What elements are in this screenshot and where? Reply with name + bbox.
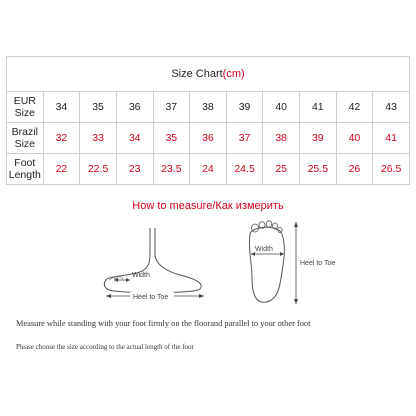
foot-length-cell: 26: [336, 154, 373, 185]
foot-top-diagram: [238, 220, 348, 310]
measure-diagrams: [0, 218, 416, 308]
brazil-size-cell: 34: [116, 123, 153, 154]
brazil-size-cell: 32: [43, 123, 80, 154]
arrowhead-icon: [280, 252, 284, 256]
foot-top-outline-icon: [249, 227, 284, 302]
top-width-label: Width: [255, 246, 273, 253]
arrowhead-icon: [126, 278, 130, 282]
eur-size-cell: 35: [80, 92, 117, 123]
foot-length-cell: 24: [190, 154, 227, 185]
arrowhead-icon: [294, 222, 298, 227]
side-length-label: Heel to Toe: [133, 294, 169, 301]
size-choice-note: Please choose the size according to the actual length of the foot: [16, 343, 194, 351]
foot-length-cell: 24.5: [226, 154, 263, 185]
eur-size-row: [7, 92, 410, 123]
side-width-label: Width: [132, 272, 150, 279]
eur-size-cell: 42: [336, 92, 373, 123]
brazil-size-row: [7, 123, 410, 154]
arrowhead-icon: [106, 294, 111, 298]
foot-side-diagram: [100, 224, 210, 304]
eur-size-cell: 39: [226, 92, 263, 123]
foot-side-outline-icon: [104, 228, 201, 293]
foot-length-label: Foot Length: [7, 154, 44, 185]
eur-size-cell: 40: [263, 92, 300, 123]
brazil-size-cell: 40: [336, 123, 373, 154]
size-chart-title-unit: (cm): [222, 68, 245, 80]
eur-size-cell: 38: [190, 92, 227, 123]
eur-size-cell: 43: [373, 92, 410, 123]
foot-length-cell: 26.5: [373, 154, 410, 185]
brazil-size-cell: 35: [153, 123, 190, 154]
foot-length-cell: 25: [263, 154, 300, 185]
size-chart-title-row: [7, 57, 410, 92]
foot-length-cell: 22: [43, 154, 80, 185]
foot-length-cell: 22.5: [80, 154, 117, 185]
foot-length-cell: 23: [116, 154, 153, 185]
toe-icon: [266, 221, 272, 227]
arrowhead-icon: [199, 294, 204, 298]
top-length-label: Heel to Toe: [300, 260, 336, 267]
brazil-size-cell: 37: [226, 123, 263, 154]
foot-length-cell: 25.5: [300, 154, 337, 185]
how-to-measure-title: How to measure/Как измерить: [132, 200, 284, 212]
eur-size-cell: 41: [300, 92, 337, 123]
size-chart-title-text: Size Chart: [171, 68, 223, 80]
eur-size-label: EUR Size: [7, 92, 44, 123]
brazil-size-cell: 33: [80, 123, 117, 154]
brazil-size-label: Brazil Size: [7, 123, 44, 154]
brazil-size-cell: 36: [190, 123, 227, 154]
eur-size-cell: 36: [116, 92, 153, 123]
brazil-size-cell: 39: [300, 123, 337, 154]
arrowhead-icon: [294, 299, 298, 304]
eur-size-cell: 37: [153, 92, 190, 123]
foot-length-cell: 23.5: [153, 154, 190, 185]
brazil-size-cell: 41: [373, 123, 410, 154]
size-chart-table: [6, 56, 410, 185]
measure-instruction-note: Measure while standing with your foot firmly on the floorand parallel to your other foot: [16, 319, 311, 328]
eur-size-cell: 34: [43, 92, 80, 123]
brazil-size-cell: 38: [263, 123, 300, 154]
foot-length-row: [7, 154, 410, 185]
size-chart-title: [7, 57, 410, 92]
